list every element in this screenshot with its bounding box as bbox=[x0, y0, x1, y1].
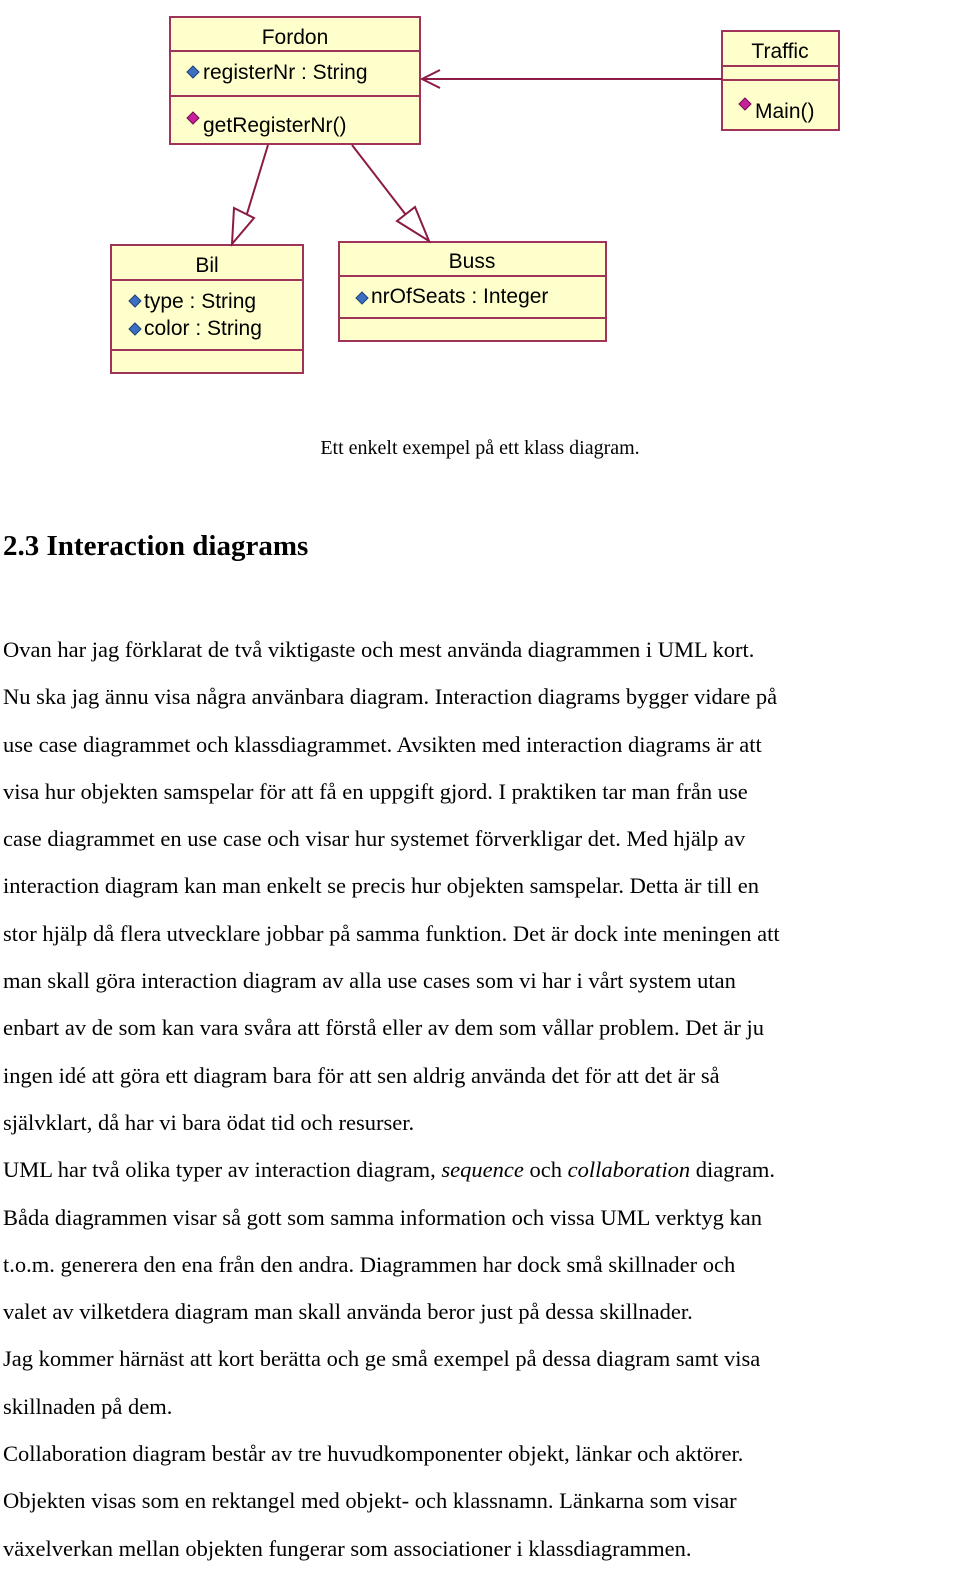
italic-term-sequence: sequence bbox=[441, 1157, 524, 1183]
figure-caption: Ett enkelt exempel på ett klass diagram. bbox=[320, 437, 640, 459]
text-span: diagram. bbox=[690, 1157, 776, 1183]
class-bil bbox=[111, 245, 303, 373]
text-line: Ovan har jag förklarat de två viktigaste och mest använda diagrammen i UML kort. bbox=[3, 637, 755, 662]
fordon-operation: getRegisterNr() bbox=[203, 114, 347, 137]
bil-attribute: color : String bbox=[144, 317, 262, 340]
text-line: case diagrammet en use case och visar hur systemet förverkligar det. Med hjälp av bbox=[3, 826, 746, 852]
generalization-arrow bbox=[232, 145, 268, 244]
text-line-mixed bbox=[3, 1146, 958, 1193]
text-line: Nu ska jag ännu visa några använbara diagram. Interaction diagrams bygger vidare på bbox=[3, 684, 778, 710]
text-line: man skall göra interaction diagram av alla use cases som vi har i vårt system utan bbox=[3, 968, 736, 994]
text-line: t.o.m. generera den ena från den andra. Diagrammen har dock små skillnader och bbox=[3, 1251, 736, 1277]
text-line: självklart, då har vi bara ödat tid och resurser. bbox=[3, 1109, 415, 1135]
text-line: stor hjälp då flera utvecklare jobbar på samma funktion. Det är dock inte meningen att bbox=[3, 920, 780, 946]
text-line: enbart av de som kan vara svåra att förstå eller av dem som vållar problem. Det är ju bbox=[3, 1015, 764, 1041]
fordon-attribute: registerNr : String bbox=[203, 61, 368, 84]
text-line: växelverkan mellan objekten fungerar som associationer i klassdiagrammen. bbox=[3, 1535, 692, 1561]
text-line: valet av vilketdera diagram man skall använda beror just på dessa skillnader. bbox=[3, 1299, 693, 1325]
section-heading: 2.3 Interaction diagrams bbox=[3, 530, 309, 562]
buss-attribute: nrOfSeats : Integer bbox=[371, 285, 549, 308]
body-text bbox=[3, 626, 958, 1572]
text-line: Collaboration diagram består av tre huvudkomponenter objekt, länkar och aktörer. bbox=[3, 1441, 744, 1467]
text-line: Jag kommer härnäst att kort berätta och ge små exempel på dessa diagram samt visa bbox=[3, 1346, 761, 1372]
text-line: interaction diagram kan man enkelt se precis hur objekten samspelar. Detta är till en bbox=[3, 873, 759, 899]
text-span: UML har två olika typer av interaction diagram, bbox=[3, 1157, 442, 1183]
bil-attribute: type : String bbox=[144, 290, 257, 313]
class-fordon-name: Fordon bbox=[261, 26, 329, 49]
text-line: Objekten visas som en rektangel med objekt- och klassnamn. Länkarna som visar bbox=[3, 1488, 737, 1514]
class-buss bbox=[339, 242, 606, 341]
text-line: Båda diagrammen visar så gott som samma information och vissa UML verktyg kan bbox=[3, 1204, 763, 1230]
italic-term-collaboration: collaboration bbox=[567, 1157, 691, 1183]
traffic-operation: Main() bbox=[755, 100, 815, 123]
class-buss-name: Buss bbox=[448, 250, 496, 273]
text-line: skillnaden på dem. bbox=[3, 1393, 173, 1419]
class-traffic bbox=[722, 31, 839, 130]
class-traffic-name: Traffic bbox=[751, 40, 809, 63]
text-span: och bbox=[523, 1157, 568, 1183]
association-arrow bbox=[422, 70, 722, 88]
class-fordon bbox=[170, 17, 420, 144]
text-line: visa hur objekten samspelar för att få en uppgift gjord. I praktiken tar man från use bbox=[3, 778, 748, 804]
generalization-arrow bbox=[352, 145, 429, 241]
text-line: ingen idé att göra ett diagram bara för att sen aldrig använda det för att det är så bbox=[3, 1062, 720, 1088]
text-line: use case diagrammet och klassdiagrammet. Avsikten med interaction diagrams är att bbox=[3, 731, 762, 757]
class-diagram bbox=[0, 0, 960, 390]
class-bil-name: Bil bbox=[195, 254, 219, 277]
